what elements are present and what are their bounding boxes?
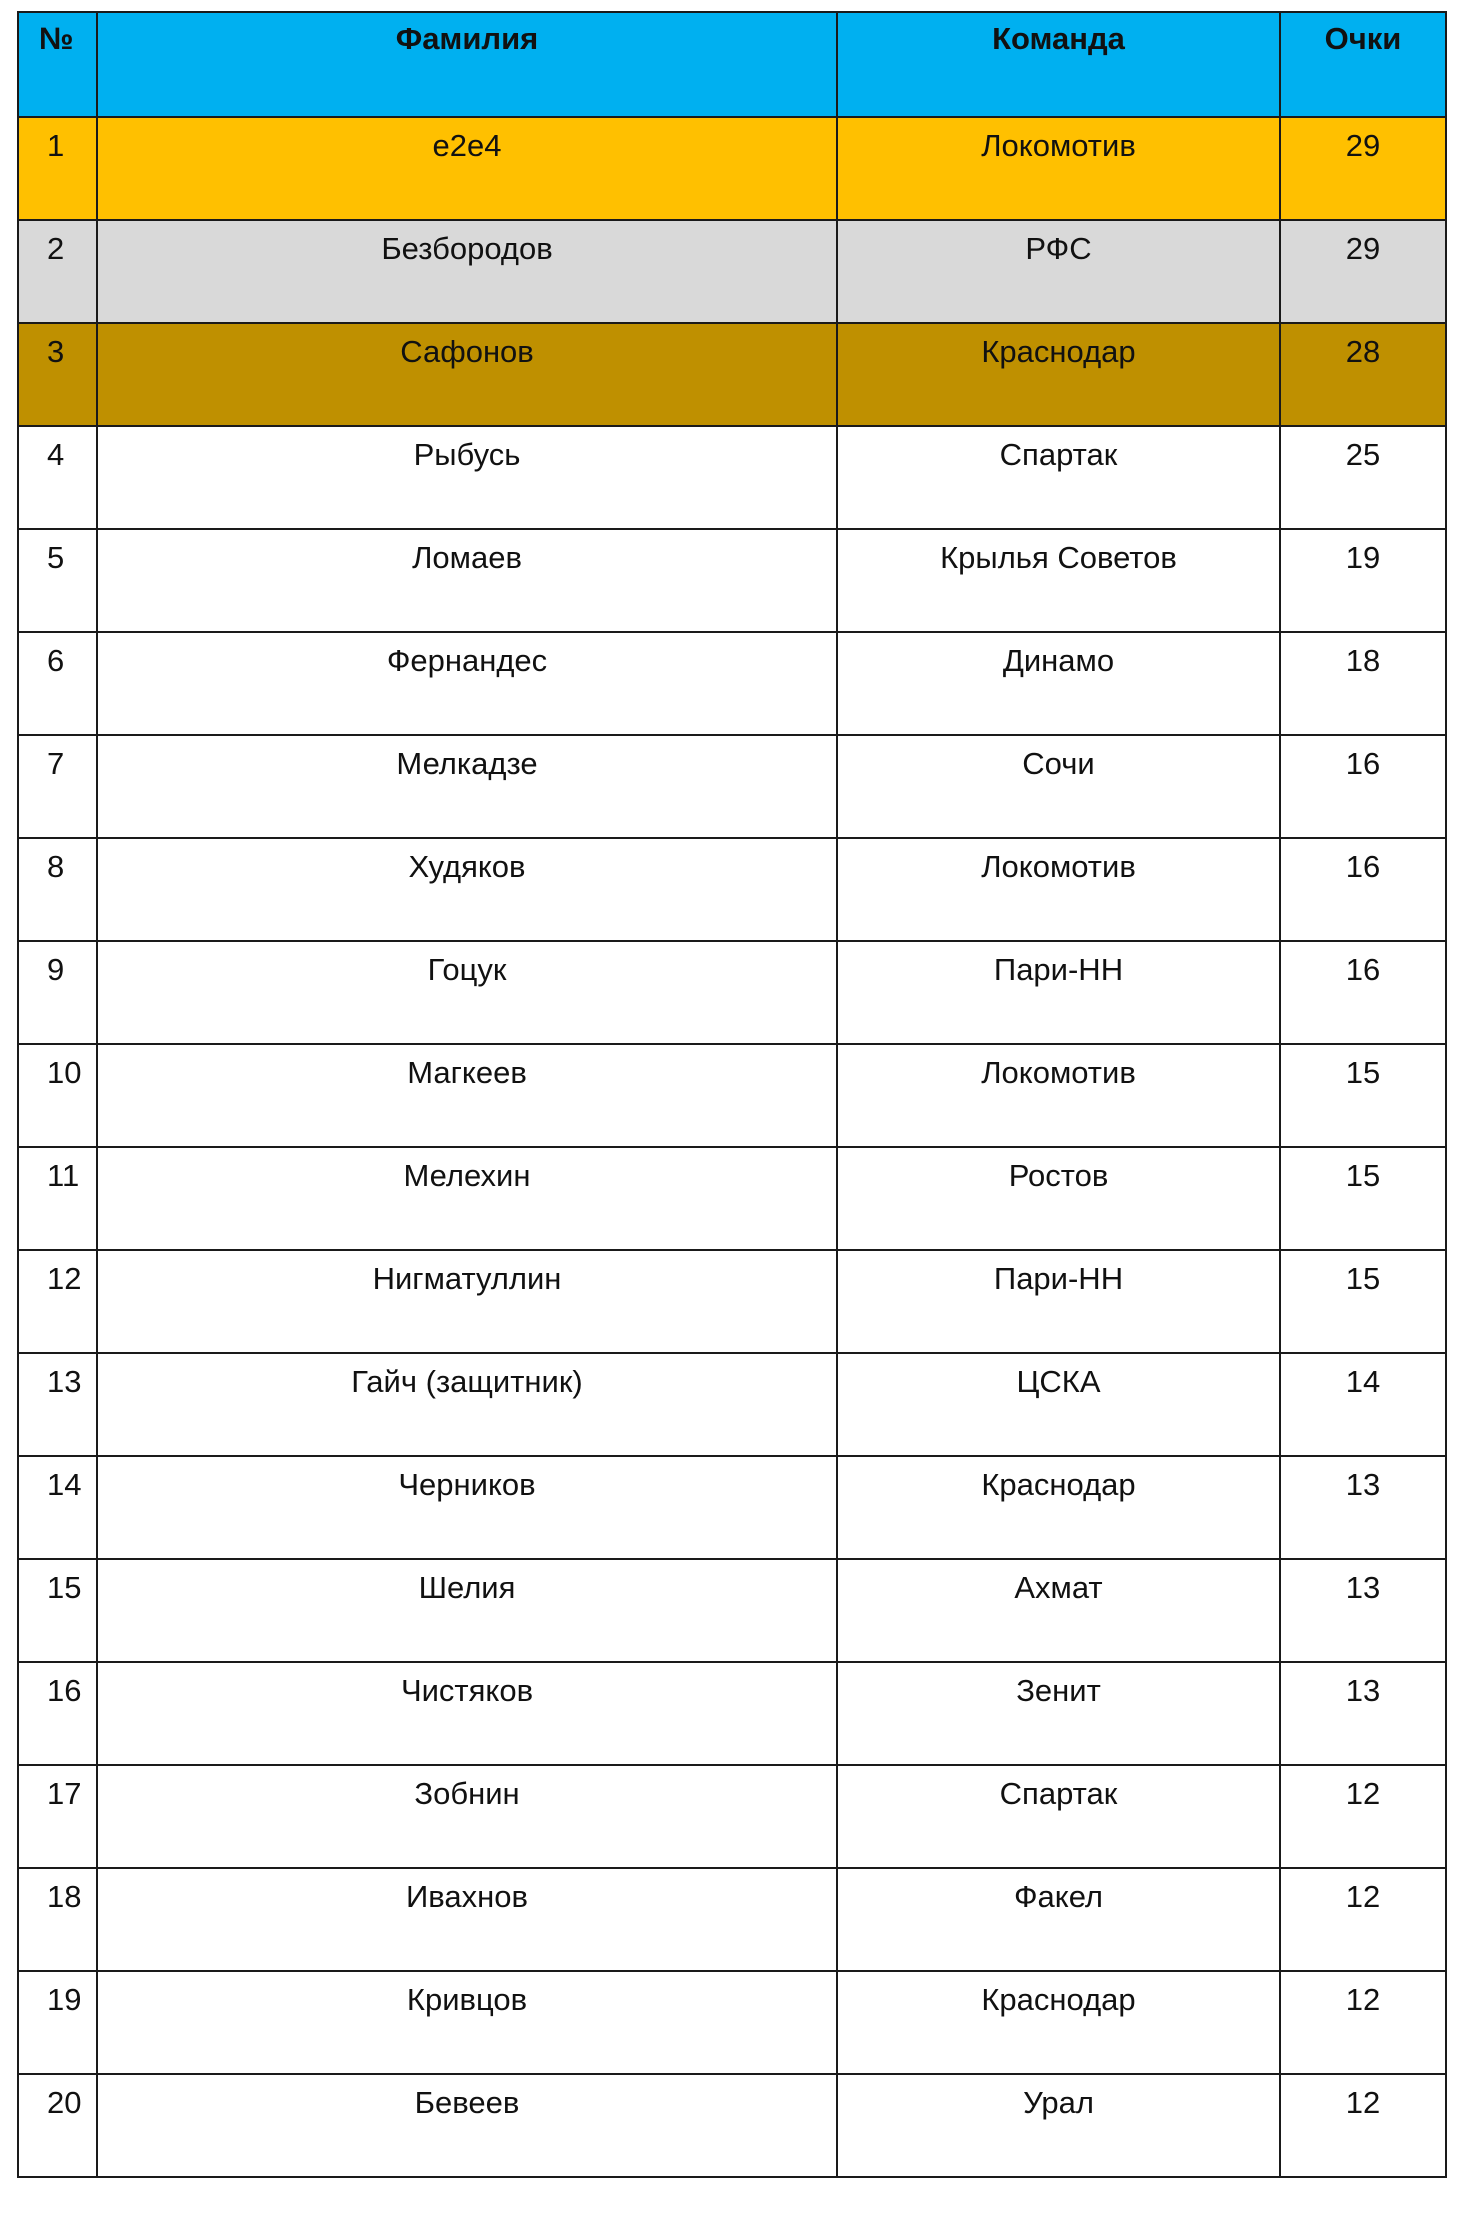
cell-name: Бевеев — [97, 2074, 837, 2177]
cell-points: 13 — [1280, 1456, 1446, 1559]
cell-points: 18 — [1280, 632, 1446, 735]
cell-num: 14 — [18, 1456, 97, 1559]
cell-num: 19 — [18, 1971, 97, 2074]
header-points: Очки — [1280, 12, 1446, 117]
cell-points: 28 — [1280, 323, 1446, 426]
table-row — [18, 426, 1446, 529]
header-num: № — [18, 12, 97, 117]
cell-points: 13 — [1280, 1559, 1446, 1662]
table-row — [18, 1250, 1446, 1353]
cell-points: 14 — [1280, 1353, 1446, 1456]
cell-team: Сочи — [837, 735, 1280, 838]
table-row — [18, 1662, 1446, 1765]
cell-team: Локомотив — [837, 117, 1280, 220]
table-row — [18, 941, 1446, 1044]
table-row — [18, 117, 1446, 220]
cell-name: Магкеев — [97, 1044, 837, 1147]
cell-points: 19 — [1280, 529, 1446, 632]
cell-team: Краснодар — [837, 1971, 1280, 2074]
table-row — [18, 529, 1446, 632]
cell-team: Пари-НН — [837, 1250, 1280, 1353]
cell-team: Ахмат — [837, 1559, 1280, 1662]
table-row — [18, 323, 1446, 426]
table-row — [18, 1353, 1446, 1456]
cell-name: Зобнин — [97, 1765, 837, 1868]
standings-table — [17, 11, 1447, 2178]
cell-num: 1 — [18, 117, 97, 220]
header-name: Фамилия — [97, 12, 837, 117]
cell-team: РФС — [837, 220, 1280, 323]
cell-team: Ростов — [837, 1147, 1280, 1250]
cell-num: 9 — [18, 941, 97, 1044]
table-row — [18, 1559, 1446, 1662]
cell-num: 12 — [18, 1250, 97, 1353]
cell-team: Зенит — [837, 1662, 1280, 1765]
cell-name: Ивахнов — [97, 1868, 837, 1971]
cell-points: 12 — [1280, 1971, 1446, 2074]
cell-num: 3 — [18, 323, 97, 426]
cell-num: 15 — [18, 1559, 97, 1662]
cell-points: 12 — [1280, 2074, 1446, 2177]
table-body — [18, 117, 1446, 2177]
cell-num: 17 — [18, 1765, 97, 1868]
cell-team: Краснодар — [837, 1456, 1280, 1559]
cell-points: 12 — [1280, 1868, 1446, 1971]
cell-points: 16 — [1280, 941, 1446, 1044]
table-row — [18, 838, 1446, 941]
cell-num: 4 — [18, 426, 97, 529]
cell-team: Локомотив — [837, 838, 1280, 941]
cell-points: 15 — [1280, 1147, 1446, 1250]
table-row — [18, 1044, 1446, 1147]
cell-num: 2 — [18, 220, 97, 323]
cell-name: Чистяков — [97, 1662, 837, 1765]
cell-team: Динамо — [837, 632, 1280, 735]
cell-name: Ломаев — [97, 529, 837, 632]
cell-team: Пари-НН — [837, 941, 1280, 1044]
cell-points: 16 — [1280, 838, 1446, 941]
cell-num: 20 — [18, 2074, 97, 2177]
cell-team: Урал — [837, 2074, 1280, 2177]
cell-num: 16 — [18, 1662, 97, 1765]
cell-num: 6 — [18, 632, 97, 735]
header-row — [18, 12, 1446, 117]
cell-points: 15 — [1280, 1044, 1446, 1147]
cell-name: Шелия — [97, 1559, 837, 1662]
cell-num: 13 — [18, 1353, 97, 1456]
table-row — [18, 1971, 1446, 2074]
cell-points: 13 — [1280, 1662, 1446, 1765]
cell-num: 10 — [18, 1044, 97, 1147]
table-row — [18, 735, 1446, 838]
cell-team: Спартак — [837, 426, 1280, 529]
cell-name: Рыбусь — [97, 426, 837, 529]
cell-team: Краснодар — [837, 323, 1280, 426]
cell-name: Нигматуллин — [97, 1250, 837, 1353]
cell-points: 29 — [1280, 220, 1446, 323]
cell-team: Факел — [837, 1868, 1280, 1971]
cell-num: 5 — [18, 529, 97, 632]
cell-points: 16 — [1280, 735, 1446, 838]
cell-points: 25 — [1280, 426, 1446, 529]
cell-name: Мелкадзе — [97, 735, 837, 838]
cell-name: Черников — [97, 1456, 837, 1559]
cell-team: ЦСКА — [837, 1353, 1280, 1456]
cell-team: Крылья Советов — [837, 529, 1280, 632]
table-row — [18, 1868, 1446, 1971]
cell-name: Кривцов — [97, 1971, 837, 2074]
table-row — [18, 2074, 1446, 2177]
cell-num: 8 — [18, 838, 97, 941]
cell-name: Мелехин — [97, 1147, 837, 1250]
cell-num: 18 — [18, 1868, 97, 1971]
table-row — [18, 632, 1446, 735]
table-row — [18, 220, 1446, 323]
cell-team: Локомотив — [837, 1044, 1280, 1147]
cell-name: Безбородов — [97, 220, 837, 323]
cell-num: 11 — [18, 1147, 97, 1250]
header-team: Команда — [837, 12, 1280, 117]
cell-num: 7 — [18, 735, 97, 838]
table-row — [18, 1765, 1446, 1868]
cell-name: Худяков — [97, 838, 837, 941]
cell-name: Сафонов — [97, 323, 837, 426]
cell-name: Гайч (защитник) — [97, 1353, 837, 1456]
table-row — [18, 1147, 1446, 1250]
table-row — [18, 1456, 1446, 1559]
cell-points: 29 — [1280, 117, 1446, 220]
cell-points: 15 — [1280, 1250, 1446, 1353]
cell-name: е2е4 — [97, 117, 837, 220]
cell-points: 12 — [1280, 1765, 1446, 1868]
cell-name: Фернандес — [97, 632, 837, 735]
cell-name: Гоцук — [97, 941, 837, 1044]
cell-team: Спартак — [837, 1765, 1280, 1868]
